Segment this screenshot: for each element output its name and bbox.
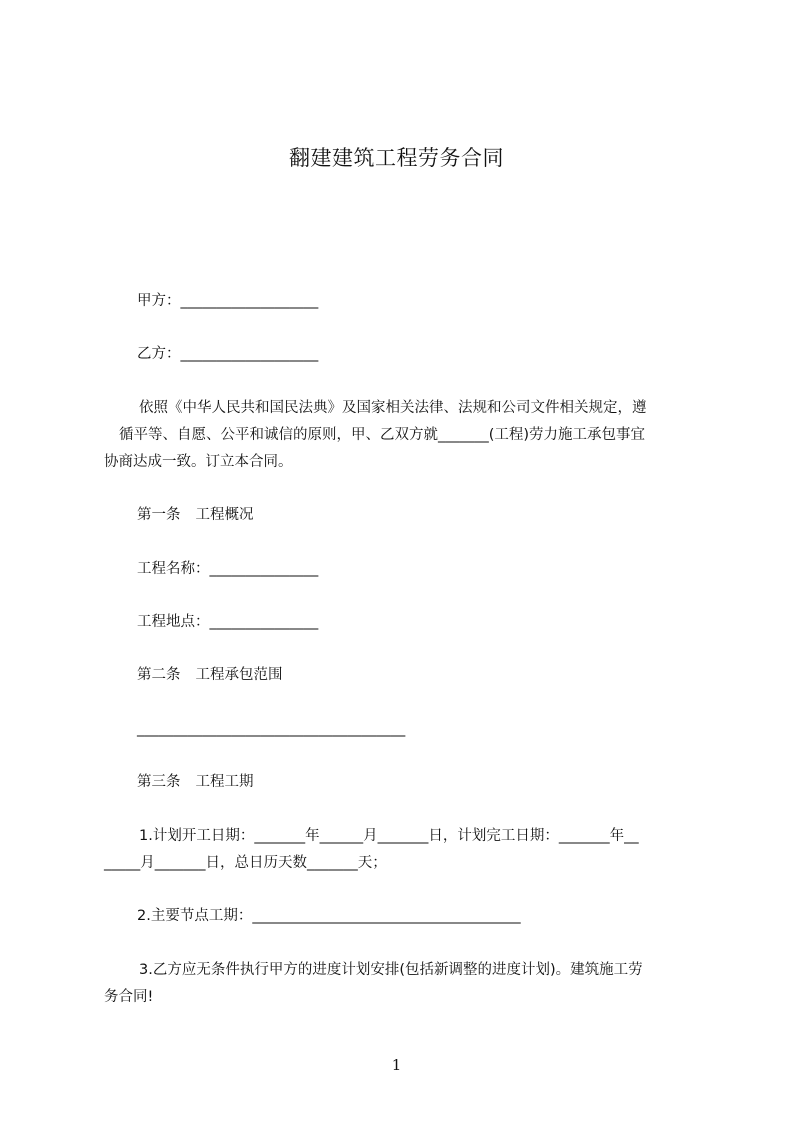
article-2-heading <box>137 666 283 684</box>
article-3-number: 第三条 <box>137 774 181 790</box>
document-title: 翻建建筑工程劳务合同 <box>289 146 504 170</box>
article-1-title: 工程概况 <box>195 507 254 523</box>
intro-line-1: 依照《中华人民共和国民法典》及国家相关法律、法规和公司文件相关规定，遵 <box>139 400 647 416</box>
article-3-heading <box>137 773 254 791</box>
article-3-title: 工程工期 <box>195 774 254 790</box>
article-2-number: 第二条 <box>137 667 181 683</box>
schedule-item-3-line-2: 务合同! <box>104 989 154 1005</box>
intro-line-3: 协商达成一致。订立本合同。 <box>104 454 293 470</box>
project-name-field: 工程名称：_______________ <box>137 561 319 577</box>
party-b-field: 乙方：___________________ <box>137 346 319 362</box>
project-location-field: 工程地点：_______________ <box>137 614 319 630</box>
page-number: 1 <box>391 1056 402 1074</box>
article-2-title: 工程承包范围 <box>195 667 283 683</box>
scope-blank-line: _____________________________________ <box>137 721 406 737</box>
schedule-item-2: 2.主要节点工期：_____________________________________ <box>137 908 521 924</box>
schedule-item-1-line-1: 1.计划开工日期：_______年______月_______日，计划完工日期：_______年__ <box>139 828 639 844</box>
article-1-number: 第一条 <box>137 507 181 523</box>
party-a-field: 甲方：___________________ <box>137 293 319 309</box>
article-1-heading <box>137 506 254 524</box>
intro-line-2: 循平等、自愿、公平和诚信的原则，甲、乙双方就_______(工程)劳力施工承包事宜 <box>119 427 646 443</box>
schedule-item-1-line-2: _____月_______日，总日历天数_______天； <box>104 855 387 871</box>
schedule-item-3-line-1: 3.乙方应无条件执行甲方的进度计划安排(包括新调整的进度计划)。建筑施工劳 <box>139 962 643 978</box>
